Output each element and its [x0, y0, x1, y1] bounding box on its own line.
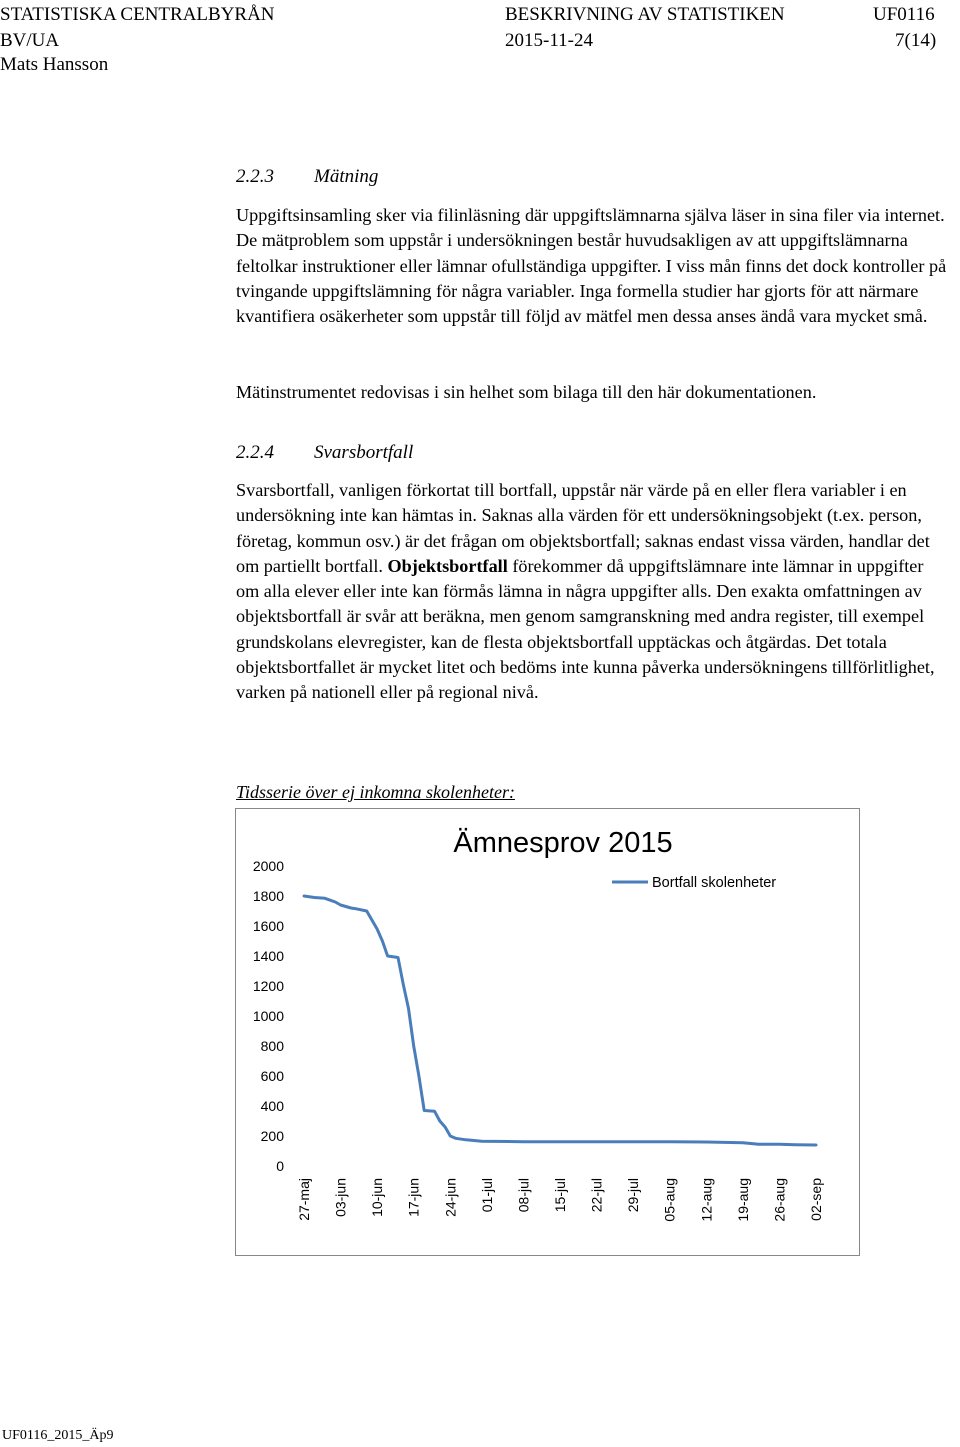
measurement-paragraph-2: Mätinstrumentet redovisas i sin helhet som bilaga till den här dokumentationen.	[236, 382, 817, 402]
header-doc-code: UF0116	[873, 4, 935, 25]
y-tick-label: 1000	[252, 1008, 284, 1024]
y-tick-label: 200	[260, 1128, 284, 1144]
x-tick-label: 02-sep	[808, 1178, 824, 1221]
y-tick-label: 0	[276, 1158, 284, 1174]
measurement-paragraph: Uppgiftsinsamling sker via filinläsning där uppgiftslämnarna själva läser in sina filer via internet. De mätproblem som uppstår i undersökningen består huvudsakligen av att uppgiftslämnarna feltolkar instruktioner eller lämnar ofullständiga uppgifter. I viss mån finns det dock kontroller på tvingande uppgiftslämning för några variabler. Inga formella studier har gjorts för att närmare kvantifiera osäkerheter som uppstår till följd av mätfel men dessa anses ändå vara mycket små.	[236, 205, 947, 327]
x-tick-label: 05-aug	[661, 1178, 678, 1222]
y-tick-label: 600	[260, 1068, 284, 1084]
section-title: Mätning	[314, 166, 379, 187]
x-tick-label: 17-jun	[405, 1178, 422, 1217]
header-author: Mats Hansson	[0, 54, 109, 75]
y-tick-label: 400	[260, 1098, 284, 1114]
section-heading-measurement	[236, 166, 378, 188]
x-tick-label: 08-jul	[515, 1178, 532, 1213]
y-tick-label: 2000	[252, 858, 284, 874]
x-tick-label: 15-jul	[552, 1178, 568, 1213]
header-unit: BV/UA	[0, 30, 60, 51]
paragraph-text-end: förekommer då uppgiftslämnare inte lämnar in uppgifter om alla elever eller inte kan förmås lämna in några uppgifter alls. Den exakta omfattningen av objektsbortfall är svår att beräkna, men genom samgranskning med andra register, till exempel grundskolans elevregister, kan de flesta objektsbortfall upptäckas och åtgärdas. Det totala objektsbortfallet är mycket litet och bedöms inte kunna påverka undersökningens tillförlitlighet, varken på nationell eller på regional nivå.	[236, 555, 935, 703]
y-tick-label: 1600	[252, 918, 284, 934]
bold-term: Objektsbortfall	[387, 555, 508, 576]
chart-title: Ämnesprov 2015	[453, 827, 673, 859]
x-tick-label: 12-aug	[698, 1178, 715, 1222]
header-page-number: 7(14)	[895, 30, 937, 51]
x-tick-label: 22-jul	[588, 1178, 605, 1213]
x-tick-label: 01-jul	[478, 1178, 495, 1213]
y-tick-label: 1800	[252, 888, 284, 904]
header-doc-type: BESKRIVNING AV STATISTIKEN	[505, 4, 785, 25]
x-tick-label: 19-aug	[734, 1178, 751, 1222]
paragraph-text-start: Svarsbortfall, vanligen förkortat till bortfall, uppstår när värde på en eller flera variabler i en undersökning inte kan hämtas in. Saknas alla värden för ett undersökningsobjekt (t.ex. person, företag, kommun osv.) är det frågan om objektsbortfall; saknas endast vissa värden, handlar det om partiellt bortfall.	[236, 480, 930, 576]
x-tick-label: 24-jun	[442, 1178, 459, 1217]
x-tick-label: 10-jun	[369, 1178, 386, 1217]
nonresponse-paragraph	[236, 478, 948, 706]
section-number: 2.2.4	[236, 442, 274, 463]
line-chart	[236, 809, 861, 1257]
chart-container	[235, 808, 860, 1256]
footer-code: UF0116_2015_Äp9	[2, 1428, 114, 1443]
header-org: STATISTISKA CENTRALBYRÅN	[0, 4, 275, 25]
section-number: 2.2.3	[236, 166, 274, 187]
x-tick-label: 26-aug	[771, 1178, 788, 1222]
chart-caption: Tidsserie över ej inkomna skolenheter:	[236, 782, 515, 802]
x-tick-label: 03-jun	[332, 1178, 349, 1217]
section-heading-nonresponse	[236, 442, 413, 464]
header-date: 2015-11-24	[505, 30, 593, 51]
x-tick-label: 29-jul	[625, 1178, 642, 1213]
x-tick-label: 27-maj	[296, 1178, 312, 1221]
y-tick-label: 1200	[252, 978, 284, 994]
legend-label: Bortfall skolenheter	[652, 875, 777, 891]
y-tick-label: 1400	[252, 948, 284, 964]
series-line	[304, 896, 816, 1145]
y-tick-label: 800	[260, 1038, 284, 1054]
section-title: Svarsbortfall	[314, 442, 414, 463]
